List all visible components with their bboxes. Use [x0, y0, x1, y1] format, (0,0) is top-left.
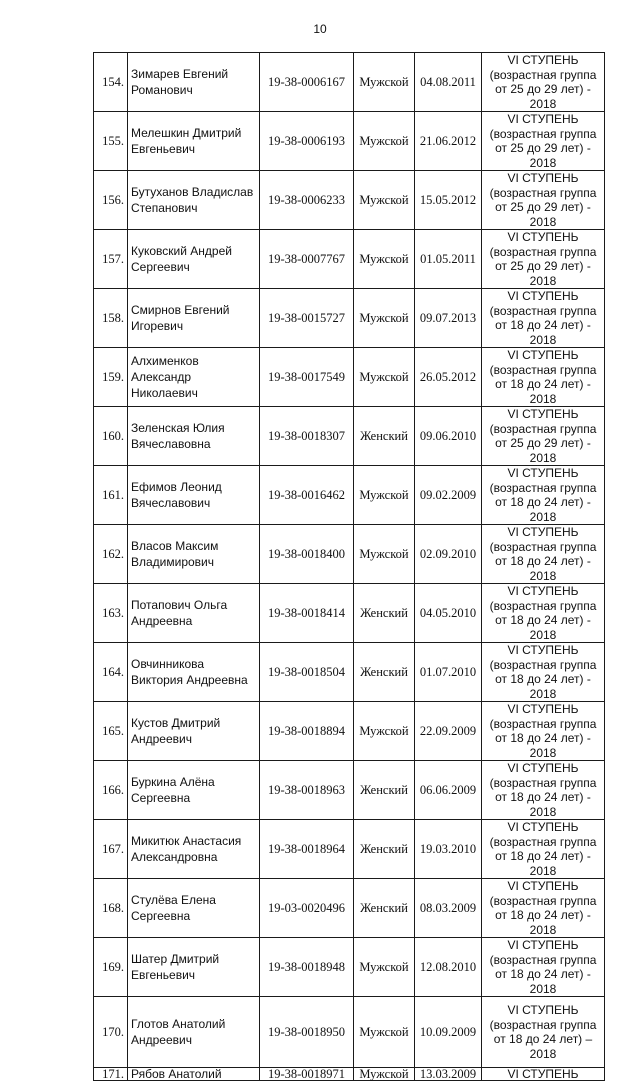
- award-date: 09.02.2009: [415, 466, 482, 525]
- person-id: 19-38-0006167: [260, 53, 354, 112]
- person-gender: Мужской: [354, 997, 415, 1068]
- award-level: VI СТУПЕНЬ (возрастная группа от 18 до 24 лет) - 2018: [482, 761, 605, 820]
- table-row: [94, 643, 605, 702]
- row-number: 161.: [94, 466, 128, 525]
- table-row: [94, 348, 605, 407]
- person-name: Власов Максим Владимирович: [128, 525, 260, 584]
- award-level: VI СТУПЕНЬ (возрастная группа от 18 до 24 лет) - 2018: [482, 820, 605, 879]
- award-date: 22.09.2009: [415, 702, 482, 761]
- person-gender: Мужской: [354, 171, 415, 230]
- person-gender: Женский: [354, 761, 415, 820]
- row-number: 171.: [94, 1068, 128, 1081]
- award-date: 19.03.2010: [415, 820, 482, 879]
- award-level: VI СТУПЕНЬ (возрастная группа от 18 до 24 лет) - 2018: [482, 702, 605, 761]
- table-row: [94, 879, 605, 938]
- person-gender: Мужской: [354, 53, 415, 112]
- award-level: VI СТУПЕНЬ (возрастная группа от 18 до 24 лет) – 2018: [482, 997, 605, 1068]
- person-id: 19-38-0018971: [260, 1068, 354, 1081]
- person-gender: Мужской: [354, 230, 415, 289]
- award-date: 06.06.2009: [415, 761, 482, 820]
- award-date: 15.05.2012: [415, 171, 482, 230]
- person-id: 19-38-0006193: [260, 112, 354, 171]
- table-row: [94, 702, 605, 761]
- award-level: VI СТУПЕНЬ: [482, 1068, 605, 1081]
- person-gender: Женский: [354, 879, 415, 938]
- row-number: 155.: [94, 112, 128, 171]
- award-level: VI СТУПЕНЬ (возрастная группа от 25 до 29 лет) - 2018: [482, 230, 605, 289]
- award-level: VI СТУПЕНЬ (возрастная группа от 25 до 29 лет) - 2018: [482, 171, 605, 230]
- row-number: 154.: [94, 53, 128, 112]
- table-row: [94, 761, 605, 820]
- table-row: [94, 525, 605, 584]
- person-id: 19-38-0018894: [260, 702, 354, 761]
- award-date: 09.07.2013: [415, 289, 482, 348]
- award-date: 04.05.2010: [415, 584, 482, 643]
- person-name: Мелешкин Дмитрий Евгеньевич: [128, 112, 260, 171]
- award-date: 01.05.2011: [415, 230, 482, 289]
- person-name: Смирнов Евгений Игоревич: [128, 289, 260, 348]
- person-id: 19-38-0007767: [260, 230, 354, 289]
- award-level: VI СТУПЕНЬ (возрастная группа от 25 до 29 лет) - 2018: [482, 53, 605, 112]
- row-number: 162.: [94, 525, 128, 584]
- person-gender: Женский: [354, 407, 415, 466]
- award-level: VI СТУПЕНЬ (возрастная группа от 18 до 24 лет) - 2018: [482, 348, 605, 407]
- award-date: 08.03.2009: [415, 879, 482, 938]
- person-gender: Женский: [354, 643, 415, 702]
- award-date: 02.09.2010: [415, 525, 482, 584]
- row-number: 163.: [94, 584, 128, 643]
- person-name: Шатер Дмитрий Евгеньевич: [128, 938, 260, 997]
- registry-table: [93, 52, 605, 1081]
- person-id: 19-38-0016462: [260, 466, 354, 525]
- row-number: 160.: [94, 407, 128, 466]
- table-row: [94, 938, 605, 997]
- person-gender: Мужской: [354, 466, 415, 525]
- row-number: 167.: [94, 820, 128, 879]
- table-row: [94, 584, 605, 643]
- award-level: VI СТУПЕНЬ (возрастная группа от 18 до 24 лет) - 2018: [482, 643, 605, 702]
- table-row: [94, 53, 605, 112]
- row-number: 159.: [94, 348, 128, 407]
- person-name: Микитюк Анастасия Александровна: [128, 820, 260, 879]
- award-level: VI СТУПЕНЬ (возрастная группа от 25 до 29 лет) - 2018: [482, 112, 605, 171]
- award-level: VI СТУПЕНЬ (возрастная группа от 18 до 24 лет) - 2018: [482, 879, 605, 938]
- person-id: 19-38-0018400: [260, 525, 354, 584]
- person-id: 19-38-0006233: [260, 171, 354, 230]
- table-row: [94, 112, 605, 171]
- person-id: 19-38-0017549: [260, 348, 354, 407]
- table-row: [94, 289, 605, 348]
- person-id: 19-38-0015727: [260, 289, 354, 348]
- person-gender: Мужской: [354, 525, 415, 584]
- award-date: 21.06.2012: [415, 112, 482, 171]
- award-date: 10.09.2009: [415, 997, 482, 1068]
- person-gender: Мужской: [354, 289, 415, 348]
- award-level: VI СТУПЕНЬ (возрастная группа от 18 до 24 лет) - 2018: [482, 938, 605, 997]
- person-name: Рябов Анатолий: [128, 1068, 260, 1081]
- person-id: 19-03-0020496: [260, 879, 354, 938]
- person-gender: Мужской: [354, 348, 415, 407]
- table-row: [94, 1068, 605, 1081]
- table-row: [94, 407, 605, 466]
- award-level: VI СТУПЕНЬ (возрастная группа от 18 до 24 лет) - 2018: [482, 584, 605, 643]
- person-id: 19-38-0018307: [260, 407, 354, 466]
- row-number: 156.: [94, 171, 128, 230]
- person-gender: Женский: [354, 820, 415, 879]
- row-number: 170.: [94, 997, 128, 1068]
- person-name: Зеленская Юлия Вячеславовна: [128, 407, 260, 466]
- award-level: VI СТУПЕНЬ (возрастная группа от 18 до 24 лет) - 2018: [482, 466, 605, 525]
- award-date: 13.03.2009: [415, 1068, 482, 1081]
- award-date: 09.06.2010: [415, 407, 482, 466]
- row-number: 166.: [94, 761, 128, 820]
- person-gender: Женский: [354, 584, 415, 643]
- table-row: [94, 230, 605, 289]
- award-date: 26.05.2012: [415, 348, 482, 407]
- award-level: VI СТУПЕНЬ (возрастная группа от 25 до 29 лет) - 2018: [482, 407, 605, 466]
- person-id: 19-38-0018414: [260, 584, 354, 643]
- person-name: Бутуханов Владислав Степанович: [128, 171, 260, 230]
- row-number: 165.: [94, 702, 128, 761]
- page-number: 10: [313, 22, 327, 36]
- award-date: 01.07.2010: [415, 643, 482, 702]
- person-gender: Мужской: [354, 702, 415, 761]
- person-name: Кустов Дмитрий Андреевич: [128, 702, 260, 761]
- person-gender: Мужской: [354, 938, 415, 997]
- table-row: [94, 820, 605, 879]
- person-name: Глотов Анатолий Андреевич: [128, 997, 260, 1068]
- person-gender: Мужской: [354, 1068, 415, 1081]
- person-id: 19-38-0018504: [260, 643, 354, 702]
- award-date: 04.08.2011: [415, 53, 482, 112]
- person-name: Зимарев Евгений Романович: [128, 53, 260, 112]
- person-id: 19-38-0018948: [260, 938, 354, 997]
- row-number: 157.: [94, 230, 128, 289]
- person-gender: Мужской: [354, 112, 415, 171]
- row-number: 168.: [94, 879, 128, 938]
- table-row: [94, 466, 605, 525]
- table-row: [94, 171, 605, 230]
- person-name: Овчинникова Виктория Андреевна: [128, 643, 260, 702]
- person-id: 19-38-0018964: [260, 820, 354, 879]
- person-name: Алхименков Александр Николаевич: [128, 348, 260, 407]
- person-name: Ефимов Леонид Вячеславович: [128, 466, 260, 525]
- award-level: VI СТУПЕНЬ (возрастная группа от 18 до 24 лет) - 2018: [482, 525, 605, 584]
- row-number: 169.: [94, 938, 128, 997]
- row-number: 158.: [94, 289, 128, 348]
- person-id: 19-38-0018950: [260, 997, 354, 1068]
- person-id: 19-38-0018963: [260, 761, 354, 820]
- person-name: Потапович Ольга Андреевна: [128, 584, 260, 643]
- award-level: VI СТУПЕНЬ (возрастная группа от 18 до 24 лет) - 2018: [482, 289, 605, 348]
- person-name: Куковский Андрей Сергеевич: [128, 230, 260, 289]
- person-name: Буркина Алёна Сергеевна: [128, 761, 260, 820]
- award-date: 12.08.2010: [415, 938, 482, 997]
- person-name: Стулёва Елена Сергеевна: [128, 879, 260, 938]
- row-number: 164.: [94, 643, 128, 702]
- table-row: [94, 997, 605, 1068]
